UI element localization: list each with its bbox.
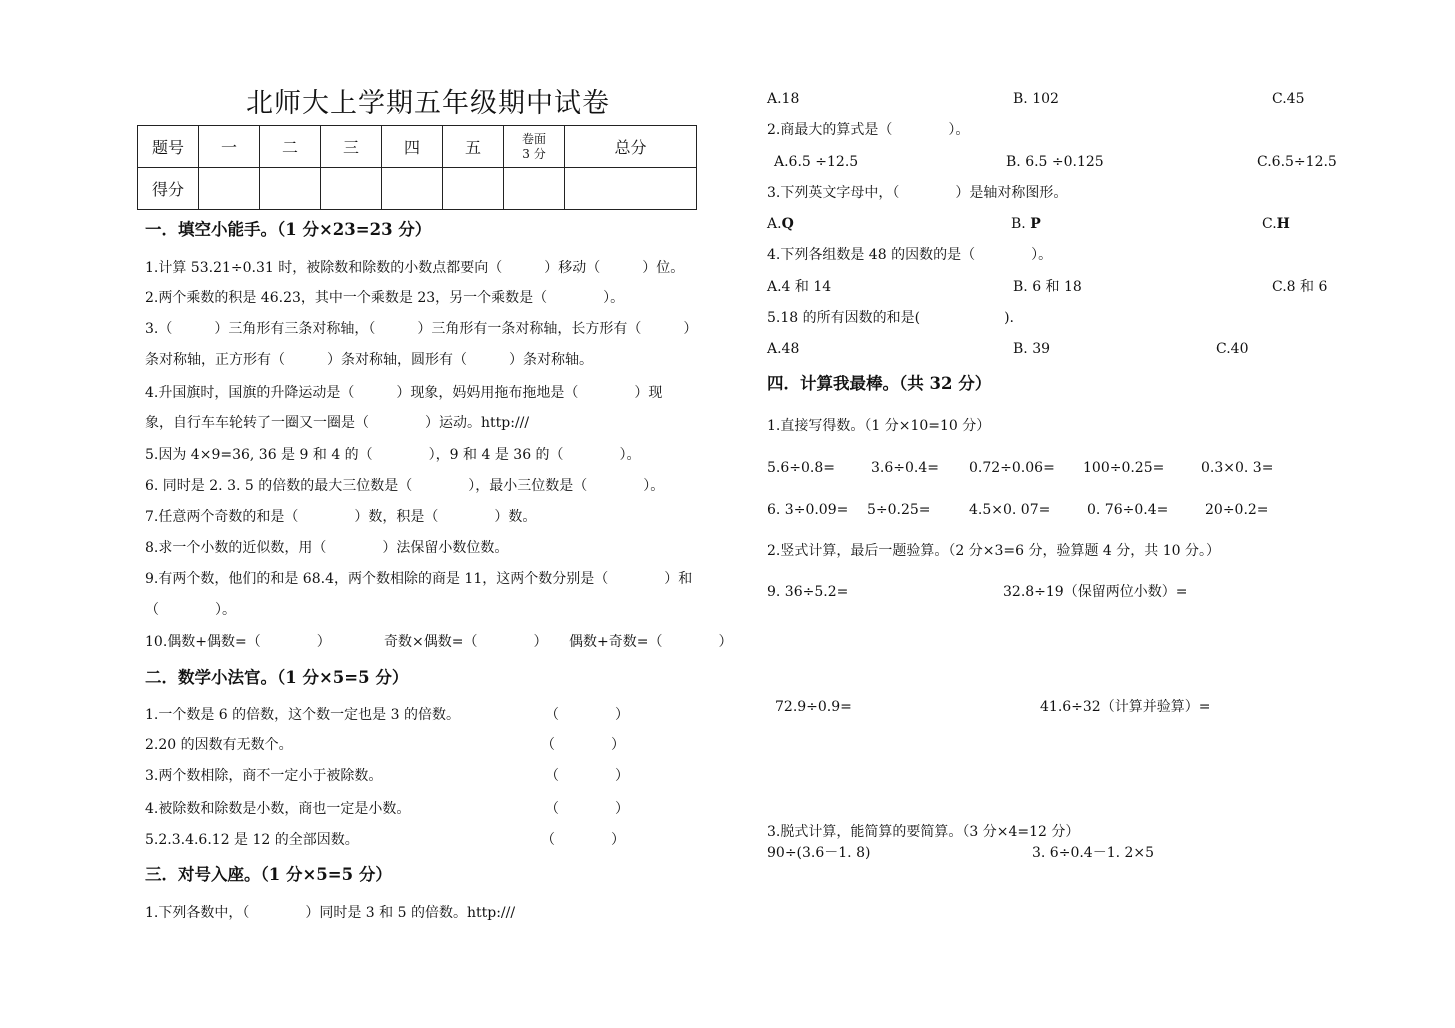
section-1-title: 一．填空小能手。（1 分×23=23 分）: [145, 220, 432, 239]
option: B. 6.5 ÷0.125: [1006, 154, 1104, 170]
question-line: 6. 同时是 2. 3. 5 的倍数的最大三位数是（ ），最小三位数是（ ）。: [145, 478, 665, 494]
section-4-title: 四．计算我最棒。（共 32 分）: [767, 374, 992, 393]
score-header-neatness: [504, 126, 565, 168]
stepwise-calc: 90÷(3.6－1. 8): [767, 845, 871, 861]
score-header-cell: 三: [321, 126, 382, 168]
judge-statement: 5.2.3.4.6.12 是 12 的全部因数。: [145, 832, 359, 848]
score-header-cell: 总分: [565, 126, 697, 168]
section-2-title: 二．数学小法官。（1 分×5=5 分）: [145, 668, 409, 687]
vertical-calc: 41.6÷32（计算并验算）=: [1040, 699, 1211, 715]
direct-calc: 20÷0.2=: [1205, 502, 1269, 518]
direct-calc: 4.5×0. 07=: [969, 502, 1051, 518]
option: C.40: [1216, 341, 1249, 357]
vertical-calc: 32.8÷19（保留两位小数）=: [1003, 584, 1188, 600]
neatness-label: 卷面: [521, 131, 546, 146]
question-line: 条对称轴，正方形有（ ）条对称轴，圆形有（ ）条对称轴。: [145, 352, 593, 368]
question-line: 4.升国旗时，国旗的升降运动是（ ）现象，妈妈用拖布拖地是（ ）现: [145, 385, 663, 401]
score-header-cell: 二: [260, 126, 321, 168]
question-line: 7.任意两个奇数的和是（ ）数，积是（ ）数。: [145, 509, 537, 525]
judge-statement: 3.两个数相除，商不一定小于被除数。: [145, 768, 383, 784]
option: B. 6 和 18: [1013, 279, 1082, 295]
option-prefix: C.: [1262, 216, 1277, 232]
judge-answer-paren[interactable]: （ ）: [541, 832, 625, 848]
question-line: 4.下列各组数是 48 的因数的是（ ）。: [767, 247, 1053, 263]
question-line: 象，自行车车轮转了一圈又一圈是（ ）运动。http:///: [145, 415, 530, 431]
question-line: 1.计算 53.21÷0.31 时，被除数和除数的小数点都要向（ ）移动（ ）位。: [145, 260, 685, 276]
option-letter: H: [1276, 216, 1290, 232]
score-header-cell: 一: [199, 126, 260, 168]
question-line: （ ）。: [145, 602, 236, 618]
option-prefix: B.: [1011, 216, 1031, 232]
option-letter: Q: [781, 216, 794, 232]
option: [1011, 216, 1041, 232]
option: A.4 和 14: [767, 279, 832, 295]
option: A.6.5 ÷12.5: [774, 154, 859, 170]
question-line: 8.求一个小数的近似数，用（ ）法保留小数位数。: [145, 540, 509, 556]
question-line: 2.商最大的算式是（ ）。: [767, 122, 970, 138]
score-input-cell[interactable]: [321, 168, 382, 210]
judge-answer-paren[interactable]: （ ）: [545, 801, 629, 817]
judge-answer-paren[interactable]: （ ）: [541, 737, 625, 753]
vertical-calc: 72.9÷0.9=: [775, 699, 852, 715]
option: C.45: [1272, 91, 1305, 107]
option: B. 39: [1013, 341, 1051, 357]
score-input-cell[interactable]: [260, 168, 321, 210]
option: A.18: [767, 91, 800, 107]
question-line: 3.（ ）三角形有三条对称轴，（ ）三角形有一条对称轴，长方形有（ ）: [145, 321, 698, 337]
judge-statement: 4.被除数和除数是小数，商也一定是小数。: [145, 801, 411, 817]
option: A.48: [767, 341, 800, 357]
direct-calc: 3.6÷0.4=: [871, 460, 939, 476]
direct-calc: 5.6÷0.8=: [767, 460, 835, 476]
score-header-cell: 四: [382, 126, 443, 168]
direct-calc: 6. 3÷0.09=: [767, 502, 849, 518]
question-line: 10.偶数+偶数=（ ）: [145, 634, 331, 650]
page-title: 北师大上学期五年级期中试卷: [246, 88, 610, 119]
option: [767, 216, 794, 232]
option: [1262, 216, 1290, 232]
score-header-cell: 题号: [138, 126, 199, 168]
option-prefix: A.: [767, 216, 782, 232]
question-line: 偶数+奇数=（ ）: [569, 634, 733, 650]
score-table: [137, 125, 697, 210]
question-line: 1.下列各数中，（ ）同时是 3 和 5 的倍数。http:///: [145, 905, 516, 921]
judge-statement: 2.20 的因数有无数个。: [145, 737, 293, 753]
question-line: 9.有两个数，他们的和是 68.4，两个数相除的商是 11，这两个数分别是（ ）和: [145, 571, 693, 587]
vertical-calc: 9. 36÷5.2=: [767, 584, 849, 600]
score-input-cell[interactable]: [199, 168, 260, 210]
score-input-cell[interactable]: [504, 168, 565, 210]
score-input-cell[interactable]: [443, 168, 504, 210]
score-header-cell: 五: [443, 126, 504, 168]
option-letter: P: [1030, 216, 1041, 232]
judge-answer-paren[interactable]: （ ）: [545, 707, 629, 723]
option: B. 102: [1013, 91, 1059, 107]
direct-calc: 0. 76÷0.4=: [1087, 502, 1169, 518]
question-line: 5.因为 4×9=36, 36 是 9 和 4 的（ ），9 和 4 是 36 的（ ）。: [145, 447, 641, 463]
score-input-cell[interactable]: [565, 168, 697, 210]
score-row-label: 得分: [138, 168, 199, 210]
judge-statement: 1.一个数是 6 的倍数，这个数一定也是 3 的倍数。: [145, 707, 460, 723]
option: C.6.5÷12.5: [1257, 154, 1337, 170]
section-3-title: 三．对号入座。（1 分×5=5 分）: [145, 865, 392, 884]
neatness-points: 3 分: [522, 146, 546, 161]
subsection-title: 3.脱式计算，能简算的要简算。（3 分×4=12 分）: [767, 824, 1080, 840]
direct-calc: 0.3×0. 3=: [1201, 460, 1274, 476]
option: C.8 和 6: [1272, 279, 1328, 295]
subsection-title: 2.竖式计算，最后一题验算。（2 分×3=6 分，验算题 4 分，共 10 分。）: [767, 543, 1220, 559]
direct-calc: 0.72÷0.06=: [969, 460, 1055, 476]
direct-calc: 100÷0.25=: [1083, 460, 1165, 476]
question-line: 5.18 的所有因数的和是( ).: [767, 310, 1014, 326]
stepwise-calc: 3. 6÷0.4－1. 2×5: [1032, 845, 1155, 861]
question-line: 3.下列英文字母中，（ ）是轴对称图形。: [767, 185, 1068, 201]
question-line: 2.两个乘数的积是 46.23，其中一个乘数是 23，另一个乘数是（ ）。: [145, 290, 625, 306]
direct-calc: 5÷0.25=: [867, 502, 931, 518]
question-line: 奇数×偶数=（ ）: [384, 634, 548, 650]
subsection-title: 1.直接写得数。（1 分×10=10 分）: [767, 418, 991, 434]
judge-answer-paren[interactable]: （ ）: [545, 768, 629, 784]
score-input-cell[interactable]: [382, 168, 443, 210]
